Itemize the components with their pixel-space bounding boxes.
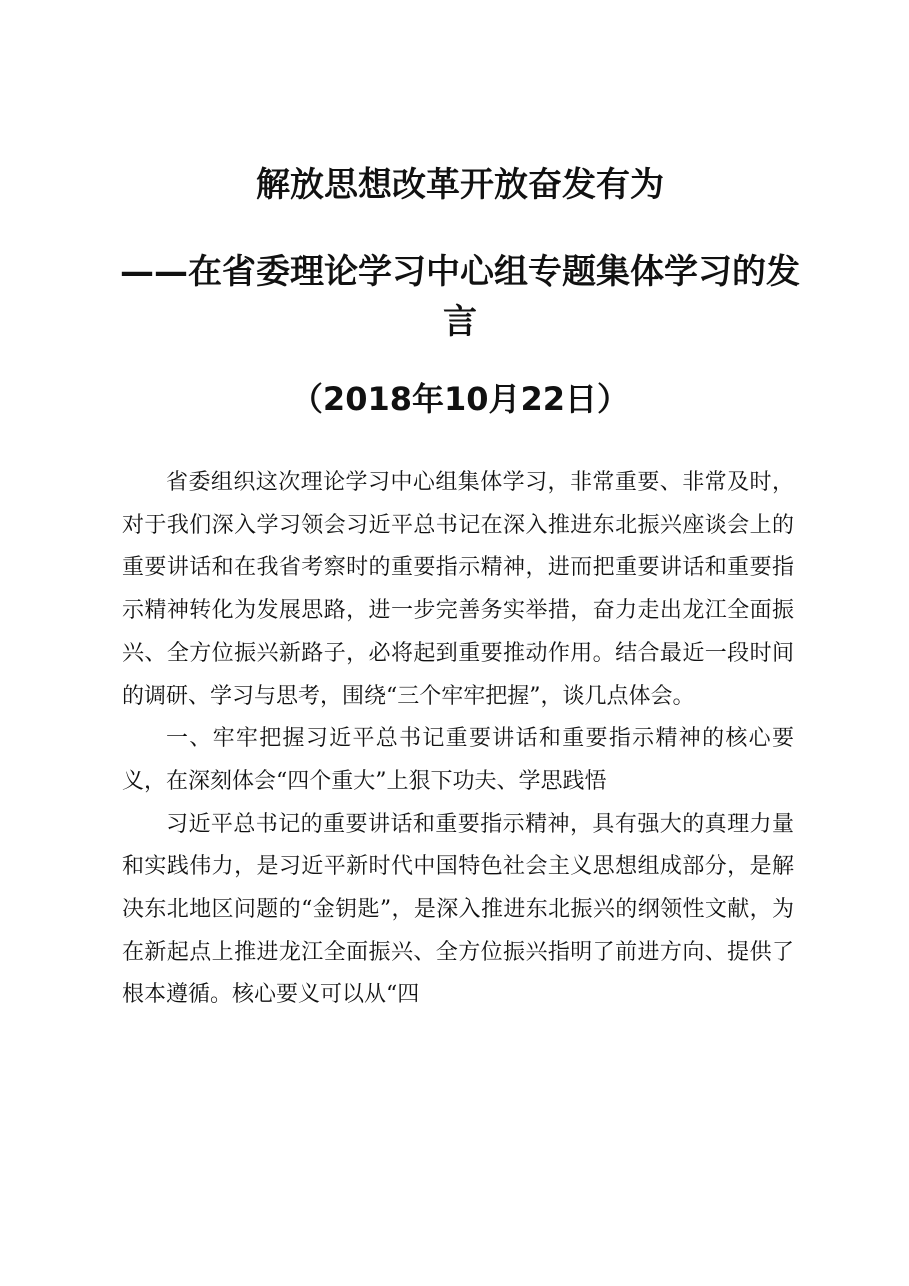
document-subtitle: ——在省委理论学习中心组专题集体学习的发言 [120, 252, 800, 342]
document-title: 解放思想改革开放奋发有为 [256, 165, 664, 205]
paragraph: 省委组织这次理论学习中心组集体学习，非常重要、非常及时，对于我们深入学习领会习近平总书记在深入推进东北振兴座谈会上的重要讲话和在我省考察时的重要指示精神，进而把重要讲话和重要指示精神转化为发展思路，进一步完善务实举措，奋力走出龙江全面振兴、全方位振兴新路子，必将起到重要推动作用。结合最近一段时间的调研、学习与思考，围绕“三个牢牢把握”，谈几点体会。 [122, 470, 794, 709]
paragraph: 一、牢牢把握习近平总书记重要讲话和重要指示精神的核心要义，在深刻体会“四个重大”上狠下功夫、学思践悟 [122, 726, 794, 794]
document-date: （2018年10月22日） [290, 380, 630, 418]
document-body [122, 462, 794, 1017]
paragraph: 习近平总书记的重要讲话和重要指示精神，具有强大的真理力量和实践伟力，是习近平新时代中国特色社会主义思想组成部分，是解决东北地区问题的“金钥匙”，是深入推进东北振兴的纲领性文献，为在新起点上推进龙江全面振兴、全方位振兴指明了前进方向、提供了根本遵循。核心要义可以从“四 [122, 811, 794, 1008]
